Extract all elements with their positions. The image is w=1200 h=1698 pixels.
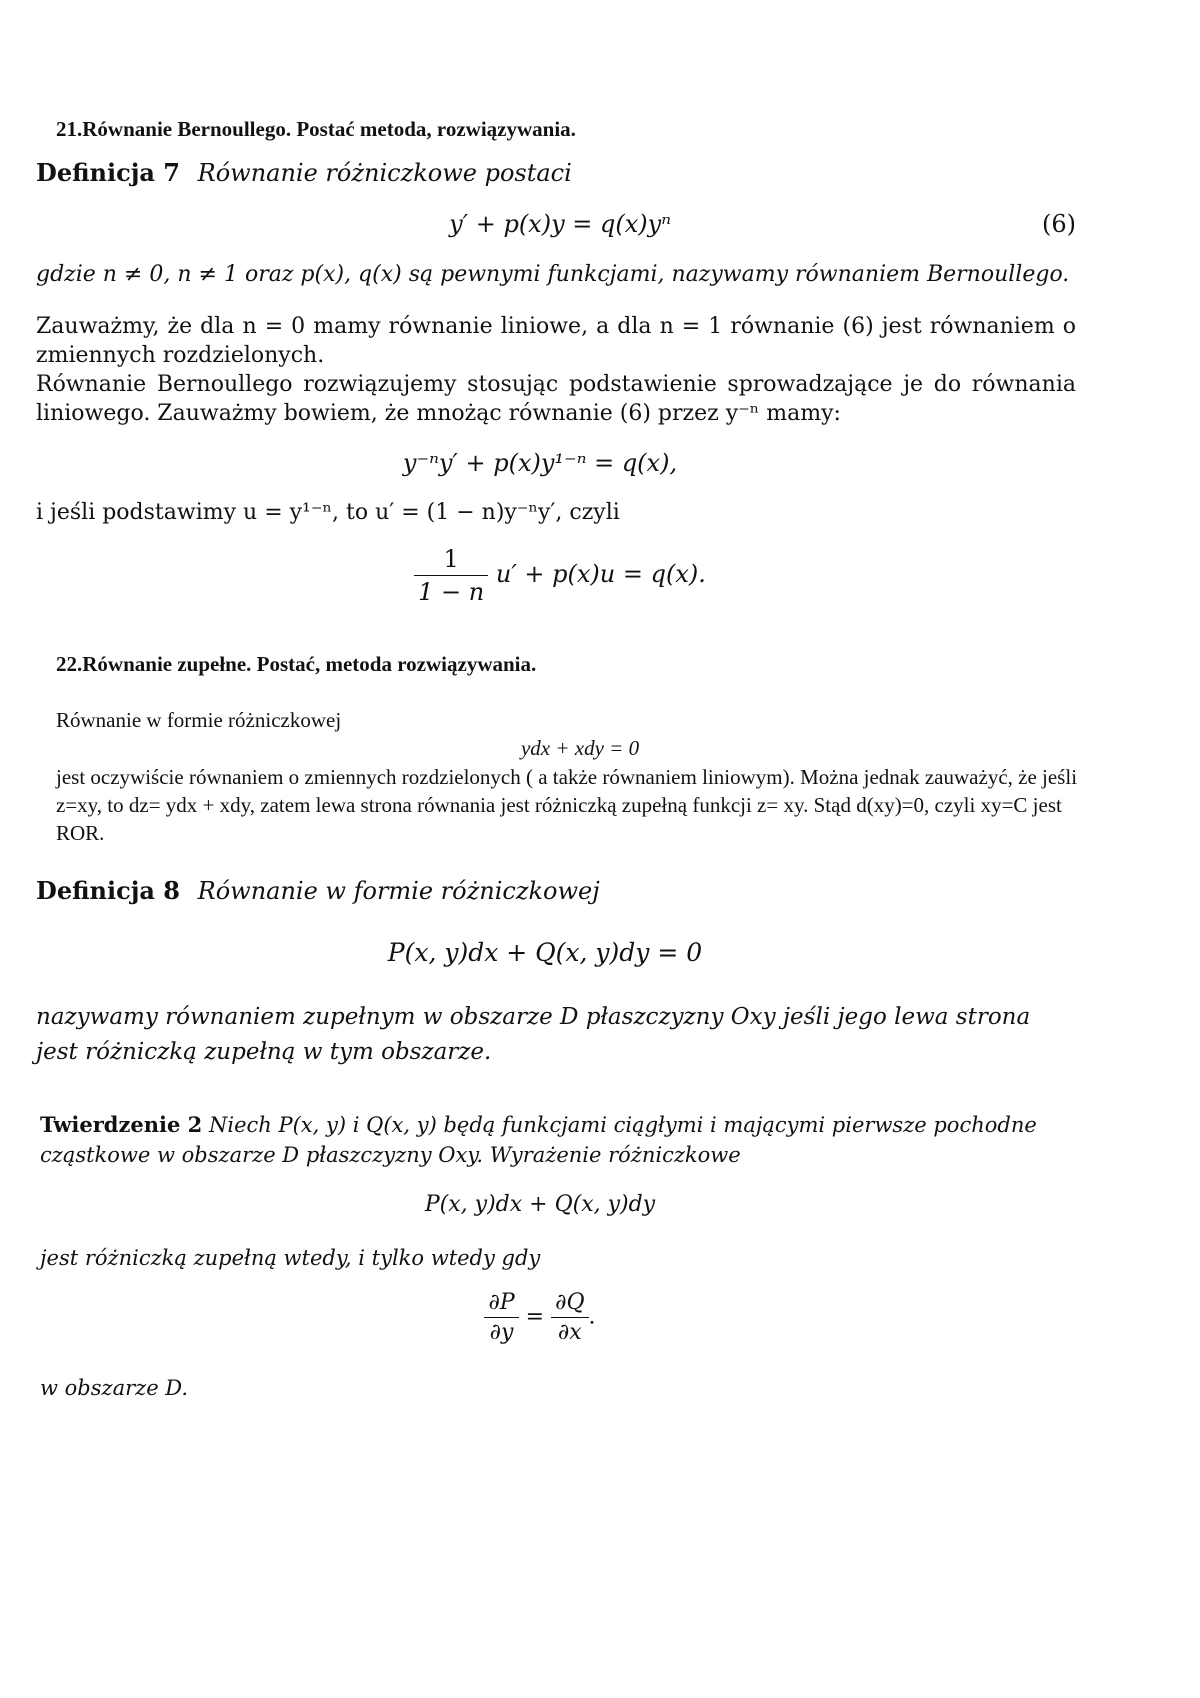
- equation-multiplied-text: y⁻ⁿy′ + p(x)y¹⁻ⁿ = q(x),: [402, 449, 678, 477]
- theorem-2-text: Niech P(x, y) i Q(x, y) będą funkcjami ciągłymi i mającymi pierwsze pochodne cząstkowe w obszarze D płaszczyzny Oxy. Wyrażenie różniczkowe: [40, 1113, 1037, 1167]
- fraction-one-over-one-minus-n: [414, 545, 488, 606]
- fraction-numerator: 1: [443, 545, 459, 573]
- partial-q-numerator: ∂Q: [555, 1290, 585, 1315]
- section-22-paragraph: jest oczywiście równaniem o zmiennych rozdzielonych ( a także równaniem liniowym). Można jednak zauważyć, że jeśli z=xy, to dz= ydx + xdy, zatem lewa strona równania jest różniczką zupełną funkcji z= xy. Stąd d(xy)=0, czyli xy=C jest ROR.: [56, 765, 1078, 845]
- fraction-denominator: 1 − n: [414, 575, 488, 606]
- section-22-heading: 22.Równanie zupełne. Postać, metoda rozwiązywania.: [56, 652, 537, 676]
- partial-p-fraction: [484, 1290, 518, 1345]
- theorem-iff: jest różniczką zupełną wtedy, i tylko wtedy gdy: [40, 1246, 541, 1270]
- partial-p-denominator: ∂y: [484, 1317, 518, 1345]
- definition-8-tail: nazywamy równaniem zupełnym w obszarze D płaszczyzny Oxy jeśli jego lewa strona jest różniczką zupełną w tym obszarze.: [36, 1004, 1031, 1065]
- equation-6: [380, 210, 740, 238]
- equation-pq: [380, 938, 710, 967]
- definition-8: [36, 876, 600, 905]
- equation-expression-text: P(x, y)dx + Q(x, y)dy: [424, 1192, 656, 1217]
- definition-7: [36, 158, 572, 187]
- equation-pq-text: P(x, y)dx + Q(x, y)dy = 0: [387, 938, 703, 967]
- equation-6-text: y′ + p(x)y = q(x)yⁿ: [449, 210, 671, 238]
- section-21-heading: 21.Równanie Bernoullego. Postać metoda, rozwiązywania.: [56, 117, 576, 141]
- definition-7-label: Definicja 7: [36, 158, 180, 187]
- equation-linear-rest: u′ + p(x)u = q(x).: [495, 560, 706, 588]
- equation-linear-form: [410, 545, 710, 606]
- definition-8-intro: Równanie w formie różniczkowej: [197, 877, 600, 905]
- theorem-end: w obszarze D.: [40, 1376, 189, 1400]
- partial-p-numerator: ∂P: [488, 1290, 515, 1315]
- definition-7-tail: gdzie n ≠ 0, n ≠ 1 oraz p(x), q(x) są pewnymi funkcjami, nazywamy równaniem Bernoullego.: [36, 262, 1070, 287]
- equation-6-number: (6): [1042, 210, 1076, 238]
- equation-multiplied: [380, 449, 700, 477]
- partial-equals: =: [525, 1304, 545, 1330]
- theorem-2: [40, 1110, 1070, 1170]
- definition-8-label: Definicja 8: [36, 876, 180, 905]
- substitution-line: i jeśli podstawimy u = y¹⁻ⁿ, to u′ = (1 − n)y⁻ⁿy′, czyli: [36, 500, 620, 525]
- partial-q-denominator: ∂x: [551, 1317, 588, 1345]
- partial-end: .: [588, 1304, 596, 1330]
- definition-7-intro: Równanie różniczkowe postaci: [197, 159, 572, 187]
- equation-expression: [400, 1192, 680, 1217]
- partial-q-fraction: [551, 1290, 588, 1345]
- equation-ydx-xdy: ydx + xdy = 0: [520, 736, 640, 760]
- theorem-2-label: Twierdzenie 2: [40, 1112, 203, 1137]
- paragraph-zauwazmy: Zauważmy, że dla n = 0 mamy równanie liniowe, a dla n = 1 równanie (6) jest równaniem o zmiennych rozdzielonych.: [36, 314, 1076, 368]
- equation-partials: [460, 1290, 620, 1345]
- paragraph-bernoulli-method: Równanie Bernoullego rozwiązujemy stosując podstawienie sprowadzające je do równania liniowego. Zauważmy bowiem, że mnożąc równanie (6) przez y⁻ⁿ mamy:: [36, 372, 1076, 426]
- section-22-intro: Równanie w formie różniczkowej: [56, 708, 342, 732]
